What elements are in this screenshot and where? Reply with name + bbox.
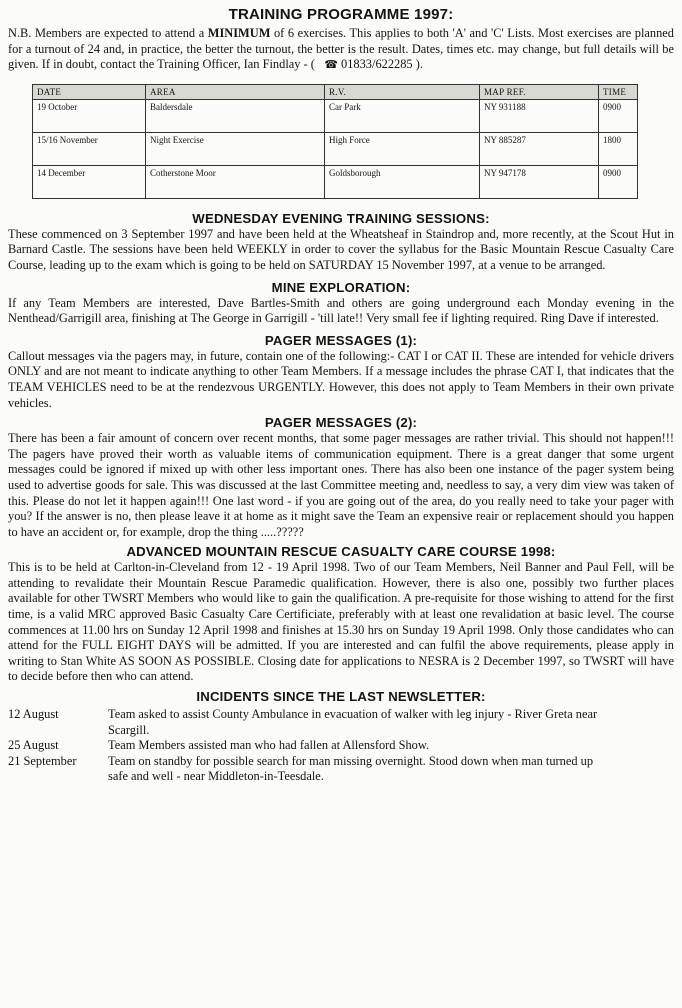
section-body: There has been a fair amount of concern over recent months, that some pager messages are rather trivial. This should not happen!!! The pagers have proved their worth as valuable items of communication equipment. There is a great danger that some urgent messages could be ignored if mixed up with other less important ones. There has also been one instance of the pager system being used to advertise goods for sale. This was discussed at the last Committee meeting and, needless to say, a very dim view was taken of this. Please do not let it happen again!!! One last word - if you are going out of the area, do you really need to take your pager with you? If the answer is no, then please leave it at home as it might save the Team an expensive reair or replacement should you happen to have an accident or, for example, drop the thing .....????? xyxy=(8,431,674,539)
cell-area: Night Exercise xyxy=(146,132,325,165)
section-heading: MINE EXPLORATION: xyxy=(271,279,411,295)
incidents-list xyxy=(8,707,674,785)
phone-number: 01833/622285 ). xyxy=(337,57,423,72)
list-item xyxy=(8,754,674,785)
cell-date: 15/16 November xyxy=(33,132,146,165)
minimum-emphasis: MINIMUM xyxy=(207,26,271,40)
intro-paragraph xyxy=(8,26,674,74)
section-pager-messages-2 xyxy=(8,415,674,540)
incident-date: 12 August xyxy=(8,707,59,722)
training-schedule-table xyxy=(32,84,638,199)
incident-date: 21 September xyxy=(8,753,77,768)
cell-date: 19 October xyxy=(33,99,146,132)
cell-map-ref: NY 885287 xyxy=(480,132,599,165)
table-row xyxy=(33,165,638,198)
list-item xyxy=(8,707,674,738)
cell-area: Cotherstone Moor xyxy=(146,165,325,198)
section-heading: PAGER MESSAGES (1): xyxy=(264,332,418,348)
cell-map-ref: NY 947178 xyxy=(480,165,599,198)
table-row xyxy=(33,132,638,165)
incident-date: 25 August xyxy=(8,738,59,753)
section-body: These commenced on 3 September 1997 and have been held at the Wheatsheaf in Staindrop and, more recently, at the Scout Hut in Barnard Castle. The sessions have been held WEEKLY in order to cover the syllabus for the Basic Mountain Rescue Casualty Care Course, leading up to the exam which is going to be held on SATURDAY 15 November 1997, at a venue to be arranged. xyxy=(8,226,674,272)
cell-date: 14 December xyxy=(33,165,146,198)
incident-text: Team asked to assist County Ambulance in evacuation of walker with leg injury - River Greta near Scargill. xyxy=(108,707,598,737)
incident-text: Team Members assisted man who had fallen at Allensford Show. xyxy=(108,738,430,753)
cell-rv: Goldsborough xyxy=(325,165,480,198)
section-heading: PAGER MESSAGES (2): xyxy=(264,415,418,431)
section-mine-exploration xyxy=(8,280,674,327)
section-body: If any Team Members are interested, Dave Bartles-Smith and others are going underground each Monday evening in the Nenthead/Garrigill area, finishing at The George in Garrigill - 'till late!! Very small fee if lighting required. Ring Dave if interested. xyxy=(8,295,674,326)
section-body: This is to be held at Carlton-in-Cleveland from 12 - 19 April 1998. Two of our Team Members, Neil Banner and Paul Fell, will be attending to revalidate their Mountain Rescue Paramedic qualification. However, there is also one, possibly two further places available for other TWSRT Members who would like to gain the qualification. A pre-requisite for those wishing to attend for the first time, is a valid MRC approved Basic Casualty Care Certificiate, preferably with at least one revalidation at basic level. The course commences at 11.00 hrs on Sunday 12 April 1998 and finishes at 15.30 hrs on Sunday 19 April 1998. Only those candidates who can attend for the FULL EIGHT DAYS will be admitted. If you are interested and can fulfil the above requirements, please apply in writing to Stan White AS SOON AS POSSIBLE. Closing date for applications to NESRA is 2 December 1997, so TWSRT will have to decide before then who can attend. xyxy=(8,560,674,684)
list-item xyxy=(8,738,674,754)
phone-icon: ☎ xyxy=(324,59,338,72)
section-body: Callout messages via the pagers may, in future, contain one of the following:- CAT I or CAT II. These are intended for vehicle drivers ONLY and are not meant to indicate anything to other Team Members. If a message includes the phrase CAT I, that indicates that the TEAM VEHICLES need to be at the rendezvous URGENTLY. However, this does not apply to Team Members in their own private vehicles. xyxy=(8,348,674,410)
cell-rv: High Force xyxy=(325,132,480,165)
cell-area: Baldersdale xyxy=(146,99,325,132)
section-heading: ADVANCED MOUNTAIN RESCUE CASUALTY CARE COURSE 1998: xyxy=(126,544,556,560)
table-header-row xyxy=(33,84,638,99)
header-area: AREA xyxy=(146,84,325,99)
header-map-ref: MAP REF. xyxy=(480,84,599,99)
cell-time: 0900 xyxy=(599,165,638,198)
cell-time: 0900 xyxy=(599,99,638,132)
intro-text-2: of 6 exercises. This applies to both 'A' and 'C' Lists. Most exercises are planned for a turnout of 24 and, in practice, the better the turnout, the better is the result. Dates, times etc. may change, but full details will be given. If in doubt, contact the Training Officer, Ian Findlay - ( xyxy=(8,26,674,72)
incident-text: Team on standby for possible search for man missing overnight. Stood down when man turned up safe and well - near Middleton-in-Teesdale. xyxy=(108,753,594,784)
cell-rv: Car Park xyxy=(325,99,480,132)
page-title: TRAINING PROGRAMME 1997: xyxy=(228,6,454,23)
section-heading: WEDNESDAY EVENING TRAINING SESSIONS: xyxy=(192,210,490,226)
cell-time: 1800 xyxy=(599,132,638,165)
section-incidents xyxy=(8,689,674,785)
section-advanced-course xyxy=(8,544,674,685)
table-row xyxy=(33,99,638,132)
intro-text-1: N.B. Members are expected to attend a xyxy=(8,26,208,40)
section-wednesday-training xyxy=(8,211,674,274)
header-date: DATE xyxy=(33,84,146,99)
section-pager-messages-1 xyxy=(8,333,674,411)
section-heading: INCIDENTS SINCE THE LAST NEWSLETTER: xyxy=(196,689,486,705)
cell-map-ref: NY 931188 xyxy=(480,99,599,132)
header-rv: R.V. xyxy=(325,84,480,99)
header-time: TIME xyxy=(599,84,638,99)
